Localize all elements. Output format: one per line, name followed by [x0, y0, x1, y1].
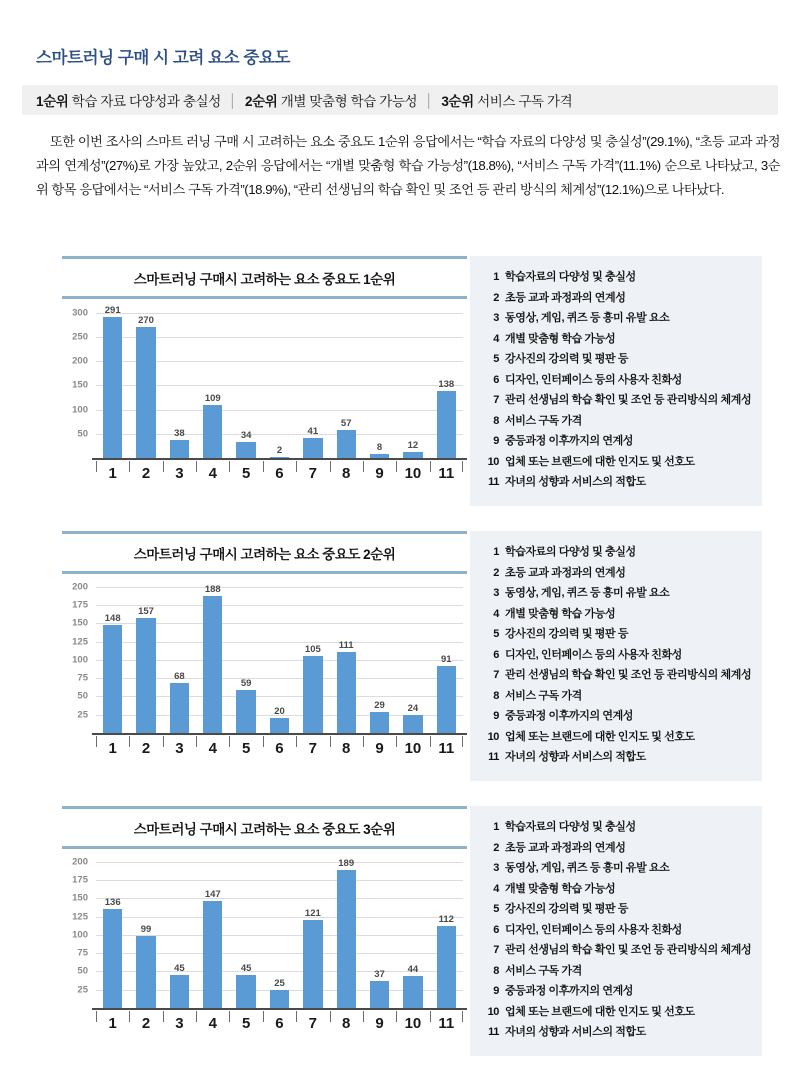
legend-item-number: 3 [493, 862, 499, 874]
chart-title-rank1: 스마트러닝 구매시 고려하는 요소 중요도 1순위 [133, 272, 396, 287]
x-axis-tick-label: 10 [396, 460, 429, 486]
bar-value-label: 112 [438, 914, 454, 926]
legend-item [482, 728, 752, 744]
bar[interactable] [303, 920, 322, 1008]
bar-slot[interactable] [96, 578, 129, 733]
bar[interactable] [270, 718, 289, 733]
chart-block-rank3 [62, 806, 762, 1056]
legend-item-number: 4 [493, 607, 499, 620]
x-axis-end-tick [462, 1011, 463, 1022]
legend-panel-rank3 [470, 806, 762, 1056]
bar-value-label: 136 [104, 896, 121, 908]
bar[interactable] [203, 596, 222, 733]
subtitle-summary-bar [22, 85, 778, 115]
legend-item-number: 5 [493, 628, 499, 640]
x-axis-tick-label: 6 [263, 460, 296, 486]
bar-value-label: 41 [307, 426, 319, 438]
legend-item-number: 11 [488, 1026, 499, 1038]
legend-item-number: 11 [488, 751, 499, 763]
bar-slot[interactable] [396, 303, 429, 458]
bar-slot[interactable] [330, 578, 363, 733]
x-axis-tick-label: 2 [129, 460, 162, 486]
x-axis-tick-label: 9 [363, 460, 396, 486]
bar-slot[interactable] [229, 578, 262, 733]
bar-value-label: 99 [140, 923, 152, 935]
y-axis-tick-label: 75 [77, 947, 88, 959]
legend-item [482, 1023, 752, 1039]
legend-item [482, 666, 752, 682]
legend-item [482, 839, 752, 855]
bar-value-label: 147 [204, 888, 221, 900]
bar[interactable] [136, 618, 155, 733]
subtitle-rank3 [441, 90, 572, 110]
bar-slot[interactable] [96, 303, 129, 458]
bar-value-label: 148 [104, 612, 121, 624]
bar[interactable] [437, 926, 456, 1008]
legend-item-label: 중등과정 이후까지의 연계성 [505, 435, 634, 447]
legend-item-number: 3 [493, 312, 499, 324]
bar[interactable] [203, 901, 222, 1008]
bar-value-label: 12 [407, 440, 419, 452]
legend-item [482, 453, 752, 469]
y-axis-tick-label: 175 [72, 599, 88, 611]
x-axis-tick-label: 2 [129, 1010, 162, 1036]
x-axis-tick-label: 11 [430, 460, 463, 486]
bar[interactable] [236, 975, 255, 1008]
bar-slot[interactable] [330, 853, 363, 1008]
x-axis-labels [96, 1010, 463, 1036]
subtitle-rank3-tag: 3순위 [441, 94, 474, 109]
bar[interactable] [170, 440, 189, 458]
legend-item-number: 1 [493, 546, 499, 558]
bar-value-label: 109 [204, 393, 221, 405]
subtitle-rank1-tag: 1순위 [36, 94, 69, 109]
legend-item [482, 564, 752, 580]
legend-item [482, 289, 752, 305]
bar[interactable] [236, 690, 255, 733]
legend-item-number: 11 [488, 476, 499, 488]
bar[interactable] [370, 981, 389, 1008]
bar[interactable] [303, 438, 322, 458]
legend-item [482, 391, 752, 407]
x-axis-tick-label: 1 [96, 460, 129, 486]
y-axis-tick-label: 175 [72, 874, 88, 886]
legend-item [482, 543, 752, 559]
bar-value-label: 270 [138, 315, 154, 327]
y-axis-tick-label: 200 [72, 581, 88, 593]
page-title: 스마트러닝 구매 시 고려 요소 중요도 [36, 49, 291, 67]
y-axis-tick-label: 125 [72, 636, 88, 648]
bar-value-label: 8 [376, 442, 383, 454]
bar-slot[interactable] [330, 303, 363, 458]
legend-item-number: 7 [493, 669, 499, 681]
legend-item-label: 중등과정 이후까지의 연계성 [505, 985, 634, 997]
bar[interactable] [136, 936, 155, 1008]
legend-item-label: 강사진의 강의력 및 평판 등 [505, 628, 629, 640]
legend-item-label: 개별 맞춤형 학습 가능성 [505, 882, 616, 895]
bar[interactable] [437, 391, 456, 458]
legend-item [482, 646, 752, 662]
x-axis-tick-label: 6 [263, 1010, 296, 1036]
bar-slot[interactable] [196, 303, 229, 458]
legend-item [482, 707, 752, 723]
subtitle-rank2 [245, 90, 417, 110]
bar-slot[interactable] [163, 853, 196, 1008]
legend-item-label: 동영상, 게임, 퀴즈 등 흥미 유발 요소 [505, 862, 670, 874]
subtitle-rank1-text: 학습 자료 다양성과 충실성 [68, 94, 221, 109]
subtitle-rank2-text: 개별 맞춤형 학습 가능성 [277, 94, 418, 109]
y-axis-tick-label: 75 [77, 672, 88, 684]
bar-value-label: 91 [440, 654, 452, 666]
legend-item-number: 4 [493, 882, 499, 895]
legend-item-number: 10 [487, 455, 499, 468]
y-axis-tick-label: 250 [72, 331, 88, 343]
y-axis-tick-label: 150 [72, 892, 88, 904]
bar-value-label: 45 [174, 963, 185, 975]
bar-value-label: 111 [338, 639, 354, 651]
bar[interactable] [403, 976, 422, 1008]
subtitle-rank2-tag: 2순위 [244, 94, 278, 109]
bar-slot[interactable] [196, 578, 229, 733]
x-axis-tick-label: 9 [363, 735, 396, 761]
x-axis-tick-label: 2 [129, 735, 162, 761]
bar-slot[interactable] [196, 853, 229, 1008]
bar[interactable] [170, 975, 189, 1008]
chart-rule-bottom [62, 571, 467, 574]
legend-item-label: 개별 맞춤형 학습 가능성 [505, 332, 616, 345]
subtitle-rank3-text: 서비스 구독 가격 [473, 94, 573, 109]
bar[interactable] [236, 442, 255, 458]
y-axis-tick-label: 150 [72, 617, 88, 629]
legend-item-number: 9 [493, 435, 499, 447]
bar-value-label: 34 [240, 429, 252, 441]
bar-value-label: 291 [104, 305, 121, 317]
legend-item-number: 2 [493, 566, 499, 579]
bar-slot[interactable] [296, 303, 329, 458]
legend-item-number: 2 [493, 841, 499, 854]
bar[interactable] [337, 652, 356, 733]
y-axis-tick-label: 50 [77, 965, 88, 977]
subtitle-separator-1: │ [228, 92, 237, 108]
y-axis-labels [62, 578, 94, 733]
bar-slot[interactable] [163, 303, 196, 458]
bar-slot[interactable] [129, 303, 162, 458]
bar[interactable] [337, 430, 356, 458]
bar-value-label: 68 [174, 671, 185, 683]
bar-value-label: 188 [204, 583, 221, 595]
legend-item [482, 330, 752, 346]
legend-item [482, 473, 752, 489]
bar-value-label: 38 [174, 427, 185, 439]
legend-item-label: 강사진의 강의력 및 평판 등 [505, 353, 629, 365]
legend-item [482, 900, 752, 916]
bar-value-label: 29 [374, 699, 385, 711]
x-axis-tick-label: 3 [163, 735, 196, 761]
legend-item-label: 업체 또는 브랜드에 대한 인지도 및 선호도 [505, 455, 695, 468]
bar-series [96, 303, 463, 458]
bar-slot[interactable] [263, 303, 296, 458]
bar-series [96, 578, 463, 733]
bar-value-label: 121 [304, 907, 321, 919]
y-axis-tick-label: 50 [77, 690, 88, 702]
bar[interactable] [270, 990, 289, 1008]
y-axis-tick-label: 100 [72, 654, 88, 666]
legend-item-label: 강사진의 강의력 및 평판 등 [505, 903, 629, 915]
legend-item [482, 1003, 752, 1019]
x-axis-tick-label: 4 [196, 1010, 229, 1036]
x-axis-tick-label: 6 [263, 735, 296, 761]
chart-rule-bottom [62, 296, 467, 299]
bar[interactable] [203, 405, 222, 458]
chart-rule-bottom [62, 846, 467, 849]
y-axis-tick-label: 25 [77, 709, 88, 721]
legend-item-label: 동영상, 게임, 퀴즈 등 흥미 유발 요소 [505, 587, 670, 599]
legend-item-number: 5 [493, 903, 499, 915]
legend-item [482, 625, 752, 641]
legend-item-number: 8 [493, 414, 499, 427]
bar-value-label: 189 [338, 857, 355, 869]
legend-item [482, 962, 752, 978]
bar[interactable] [103, 317, 122, 458]
legend-item-label: 자녀의 성향과 서비스의 적합도 [505, 751, 646, 763]
legend-item [482, 941, 752, 957]
legend-item-label: 동영상, 게임, 퀴즈 등 흥미 유발 요소 [505, 312, 670, 324]
x-axis-tick-label: 5 [229, 735, 262, 761]
bar-value-label: 25 [274, 977, 285, 989]
legend-item-number: 10 [487, 1005, 499, 1018]
legend-item [482, 268, 752, 284]
x-axis-tick-label: 7 [296, 735, 329, 761]
x-axis-tick-label: 8 [330, 1010, 363, 1036]
bar-value-label: 45 [240, 963, 252, 975]
legend-item-label: 초등 교과 과정과의 연계성 [505, 291, 626, 304]
x-axis-labels [96, 735, 463, 761]
legend-item-label: 서비스 구독 가격 [505, 964, 582, 977]
bar-value-label: 57 [340, 418, 352, 430]
legend-item-label: 학습자료의 다양성 및 충실성 [505, 271, 636, 283]
legend-item-label: 관리 선생님의 학습 확인 및 조언 등 관리방식의 체계성 [505, 669, 752, 681]
bar-slot[interactable] [296, 578, 329, 733]
y-axis-tick-label: 100 [72, 929, 88, 941]
legend-item-label: 서비스 구독 가격 [505, 414, 582, 427]
bar[interactable] [103, 625, 122, 733]
x-axis-tick-label: 9 [363, 1010, 396, 1036]
x-axis-tick-label: 4 [196, 735, 229, 761]
x-axis-tick-label: 4 [196, 460, 229, 486]
legend-panel-rank2 [470, 531, 762, 781]
bar-value-label: 24 [407, 703, 419, 715]
legend-item [482, 412, 752, 428]
bar-value-label: 37 [374, 968, 385, 980]
y-axis-tick-label: 50 [77, 428, 88, 440]
bar[interactable] [337, 870, 356, 1008]
legend-item-label: 학습자료의 다양성 및 충실성 [505, 821, 636, 833]
legend-item-label: 개별 맞춤형 학습 가능성 [505, 607, 616, 620]
legend-item-label: 서비스 구독 가격 [505, 689, 582, 702]
legend-item-number: 3 [493, 587, 499, 599]
x-axis-tick-label: 10 [396, 735, 429, 761]
legend-item-number: 8 [493, 689, 499, 702]
x-axis-tick-label: 5 [229, 460, 262, 486]
y-axis-tick-label: 125 [72, 911, 88, 923]
bar-slot[interactable] [396, 578, 429, 733]
legend-item-number: 2 [493, 291, 499, 304]
bar-slot[interactable] [263, 578, 296, 733]
x-axis-labels [96, 460, 463, 486]
x-axis-tick-label: 3 [163, 1010, 196, 1036]
legend-item-number: 5 [493, 353, 499, 365]
legend-item [482, 432, 752, 448]
legend-item-number: 6 [493, 373, 499, 386]
legend-item-label: 디자인, 인터페이스 등의 사용자 친화성 [505, 373, 682, 386]
bar-slot[interactable] [430, 303, 463, 458]
chart-panel-rank3 [62, 806, 467, 1056]
legend-item-number: 1 [493, 821, 499, 833]
chart-block-rank2 [62, 531, 762, 781]
bar-value-label: 59 [240, 677, 252, 689]
bar[interactable] [136, 327, 155, 458]
bar[interactable] [403, 715, 422, 733]
y-axis-tick-label: 200 [72, 856, 88, 868]
legend-item-number: 8 [493, 964, 499, 977]
bar-value-label: 105 [304, 644, 321, 656]
bar[interactable] [303, 656, 322, 733]
bar-value-label: 138 [438, 379, 455, 391]
bar-value-label: 2 [276, 445, 283, 456]
bar[interactable] [370, 712, 389, 733]
legend-item [482, 309, 752, 325]
legend-item [482, 818, 752, 834]
bar-slot[interactable] [96, 853, 129, 1008]
bar-value-label: 44 [407, 963, 419, 975]
legend-item-label: 관리 선생님의 학습 확인 및 조언 등 관리방식의 체계성 [505, 394, 752, 406]
legend-item-label: 디자인, 인터페이스 등의 사용자 친화성 [505, 923, 682, 936]
legend-item [482, 371, 752, 387]
body-paragraph: 또한 이번 조사의 스마트 러닝 구매 시 고려하는 요소 중요도 1순위 응답에서는 “학습 자료의 다양성 및 충실성”(29.1%), “초등 교과 과정과의 연계성”(27%)로 가장 높았고, 2순위 응답에서는 “개별 맞춤형 학습 가능성”(18.8%), “서비스 구독 가격”(11.1%) 순으로 나타났고, 3순위 항목 응답에서는 “서비스 구독 가격”(18.9%), “관리 선생님의 학습 확인 및 조언 등 관리 방식의 체계성”(12.1%)으로 나타났다. [36, 134, 780, 197]
bar-slot[interactable] [363, 853, 396, 1008]
legend-item [482, 982, 752, 998]
legend-item [482, 748, 752, 764]
y-axis-tick-label: 25 [77, 984, 88, 996]
plot-area-rank1 [62, 303, 467, 488]
bar[interactable] [170, 683, 189, 733]
y-axis-tick-label: 300 [72, 307, 88, 319]
legend-item [482, 350, 752, 366]
bar-slot[interactable] [229, 853, 262, 1008]
legend-item-label: 학습자료의 다양성 및 충실성 [505, 546, 636, 558]
legend-item-number: 10 [487, 730, 499, 743]
legend-item-number: 9 [493, 985, 499, 997]
x-axis-tick-label: 5 [229, 1010, 262, 1036]
legend-item-label: 자녀의 성향과 서비스의 적합도 [505, 476, 646, 488]
legend-item-number: 6 [493, 923, 499, 936]
chart-title-rank2: 스마트러닝 구매시 고려하는 요소 중요도 2순위 [133, 547, 396, 562]
x-axis-tick-label: 1 [96, 1010, 129, 1036]
legend-item [482, 687, 752, 703]
legend-item-number: 7 [493, 394, 499, 406]
chart-title-rank3: 스마트러닝 구매시 고려하는 요소 중요도 3순위 [133, 822, 396, 837]
legend-item-number: 9 [493, 710, 499, 722]
x-axis-end-tick [462, 461, 463, 472]
bar[interactable] [103, 909, 122, 1008]
chart-block-rank1 [62, 256, 762, 506]
bar-slot[interactable] [129, 853, 162, 1008]
x-axis-tick-label: 7 [296, 1010, 329, 1036]
legend-item-label: 디자인, 인터페이스 등의 사용자 친화성 [505, 648, 682, 661]
legend-item-number: 7 [493, 944, 499, 956]
bar-slot[interactable] [229, 303, 262, 458]
y-axis-tick-label: 150 [72, 379, 88, 391]
bar-slot[interactable] [263, 853, 296, 1008]
subtitle-rank1 [36, 90, 221, 110]
x-axis-end-tick [462, 736, 463, 747]
bar-slot[interactable] [363, 303, 396, 458]
plot-area-rank3 [62, 853, 467, 1038]
x-axis-tick-label: 3 [163, 460, 196, 486]
legend-item-label: 관리 선생님의 학습 확인 및 조언 등 관리방식의 체계성 [505, 944, 752, 956]
bar-slot[interactable] [396, 853, 429, 1008]
x-axis-tick-label: 7 [296, 460, 329, 486]
x-axis-tick-label: 1 [96, 735, 129, 761]
legend-item [482, 880, 752, 896]
chart-panel-rank1 [62, 256, 467, 506]
legend-item-number: 6 [493, 648, 499, 661]
y-axis-labels [62, 853, 94, 1008]
x-axis-tick-label: 11 [430, 1010, 463, 1036]
legend-item [482, 605, 752, 621]
bar[interactable] [437, 666, 456, 733]
y-axis-labels [62, 303, 94, 458]
plot-area-rank2 [62, 578, 467, 763]
bar-slot[interactable] [129, 578, 162, 733]
y-axis-tick-label: 200 [72, 355, 88, 367]
bar-slot[interactable] [163, 578, 196, 733]
legend-item-number: 4 [493, 332, 499, 345]
legend-item-label: 자녀의 성향과 서비스의 적합도 [505, 1026, 646, 1038]
legend-item-number: 1 [493, 271, 499, 283]
y-axis-tick-label: 100 [72, 404, 88, 416]
bar-slot[interactable] [430, 578, 463, 733]
bar-slot[interactable] [430, 853, 463, 1008]
legend-item-label: 초등 교과 과정과의 연계성 [505, 841, 626, 854]
subtitle-separator-2: │ [425, 92, 434, 108]
legend-item-label: 초등 교과 과정과의 연계성 [505, 566, 626, 579]
legend-item-label: 업체 또는 브랜드에 대한 인지도 및 선호도 [505, 1005, 695, 1018]
chart-panel-rank2 [62, 531, 467, 781]
legend-item-label: 중등과정 이후까지의 연계성 [505, 710, 634, 722]
legend-panel-rank1 [470, 256, 762, 506]
bar-value-label: 157 [138, 606, 154, 618]
bar-slot[interactable] [296, 853, 329, 1008]
x-axis-tick-label: 10 [396, 1010, 429, 1036]
legend-item-label: 업체 또는 브랜드에 대한 인지도 및 선호도 [505, 730, 695, 743]
bar-slot[interactable] [363, 578, 396, 733]
x-axis-tick-label: 8 [330, 460, 363, 486]
legend-item [482, 584, 752, 600]
x-axis-tick-label: 8 [330, 735, 363, 761]
bar-series [96, 853, 463, 1008]
x-axis-tick-label: 11 [430, 735, 463, 761]
bar-value-label: 20 [274, 706, 285, 718]
legend-item [482, 921, 752, 937]
legend-item [482, 859, 752, 875]
